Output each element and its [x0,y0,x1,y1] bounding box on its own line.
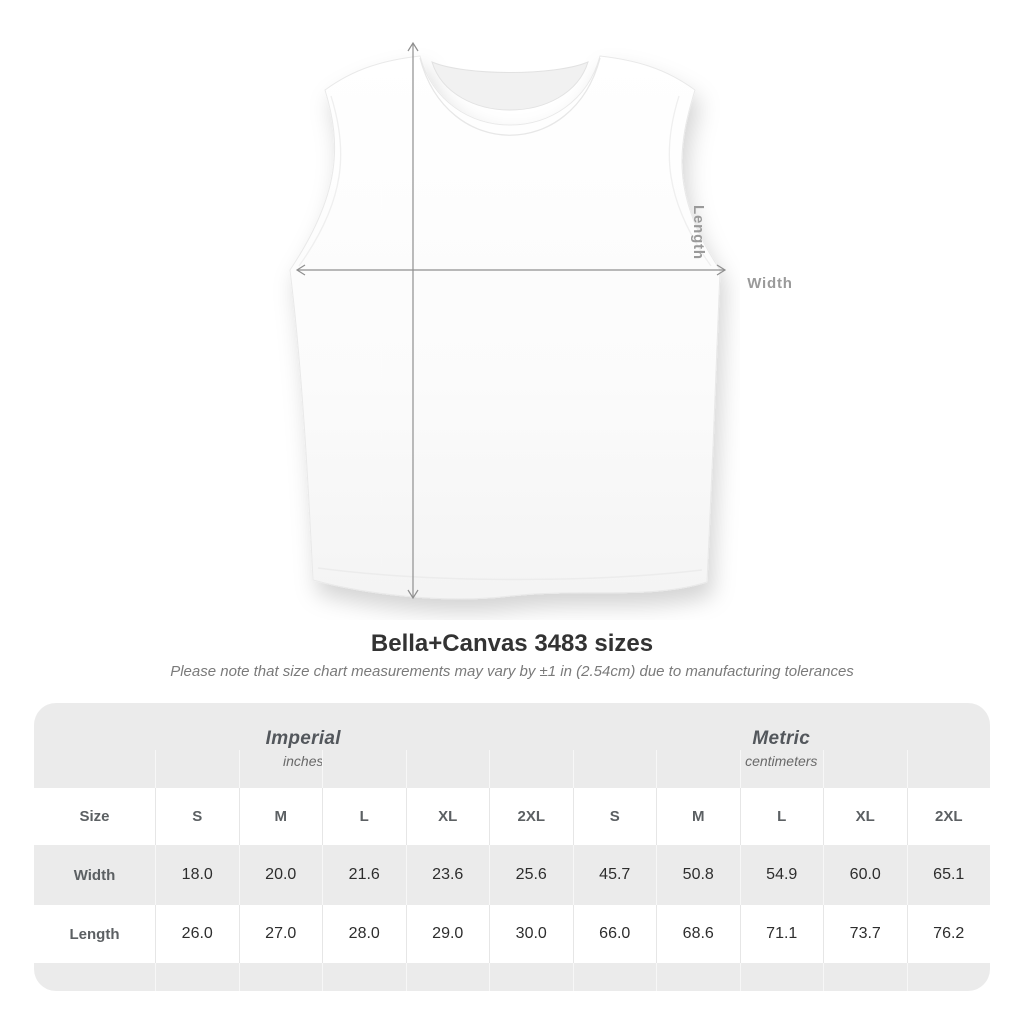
tolerance-note: Please note that size chart measurements may vary by ±1 in (2.54cm) due to manufacturing tolerances [170,663,854,680]
width-imperial-l: 21.6 [322,845,406,905]
collar-opening [432,62,588,110]
length-dimension-label: Length [690,205,707,260]
width-imperial-s: 18.0 [155,845,239,905]
size-table [34,703,990,991]
length-metric-l: 71.1 [740,905,824,963]
width-metric-2xl: 65.1 [907,845,991,905]
size-corner-cell: Size [79,808,110,825]
size-cell-metric-s: S [573,788,657,845]
size-cell-metric-2xl: 2XL [907,788,991,845]
length-imperial-l: 28.0 [322,905,406,963]
imperial-header [34,703,573,788]
size-header-row [34,788,990,845]
page-title: Bella+Canvas 3483 sizes [370,630,654,657]
width-metric-xl: 60.0 [823,845,907,905]
width-metric-s: 45.7 [573,845,657,905]
size-cell-metric-m: M [656,788,740,845]
size-cell-metric-l: L [740,788,824,845]
width-imperial-2xl: 25.6 [489,845,573,905]
width-metric-l: 54.9 [740,845,824,905]
shirt-body [290,56,720,599]
length-imperial-xl: 29.0 [406,905,490,963]
size-cell-metric-xl: XL [823,788,907,845]
muscle-tee-illustration [270,30,740,620]
size-cell-imperial-xl: XL [406,788,490,845]
width-imperial-xl: 23.6 [406,845,490,905]
size-cell-imperial-s: S [155,788,239,845]
length-metric-m: 68.6 [656,905,740,963]
imperial-label: Imperial [265,728,341,749]
size-cell-imperial-m: M [239,788,323,845]
length-imperial-2xl: 30.0 [489,905,573,963]
width-metric-m: 50.8 [656,845,740,905]
length-row [34,905,990,963]
width-dimension-label: Width [747,275,793,292]
length-row-label: Length [69,925,120,943]
width-row-label: Width [73,866,116,884]
metric-unit: centimeters [745,753,818,769]
unit-header-row [34,703,990,788]
length-imperial-s: 26.0 [155,905,239,963]
length-metric-s: 66.0 [573,905,657,963]
length-imperial-m: 27.0 [239,905,323,963]
width-imperial-m: 20.0 [239,845,323,905]
size-cell-imperial-l: L [322,788,406,845]
width-row [34,845,990,905]
metric-header [573,703,991,788]
table-footer-band [34,963,990,991]
length-metric-xl: 73.7 [823,905,907,963]
imperial-unit: inches [283,753,324,769]
product-diagram [270,30,793,620]
size-cell-imperial-2xl: 2XL [489,788,573,845]
metric-label: Metric [752,728,811,749]
length-metric-2xl: 76.2 [907,905,991,963]
